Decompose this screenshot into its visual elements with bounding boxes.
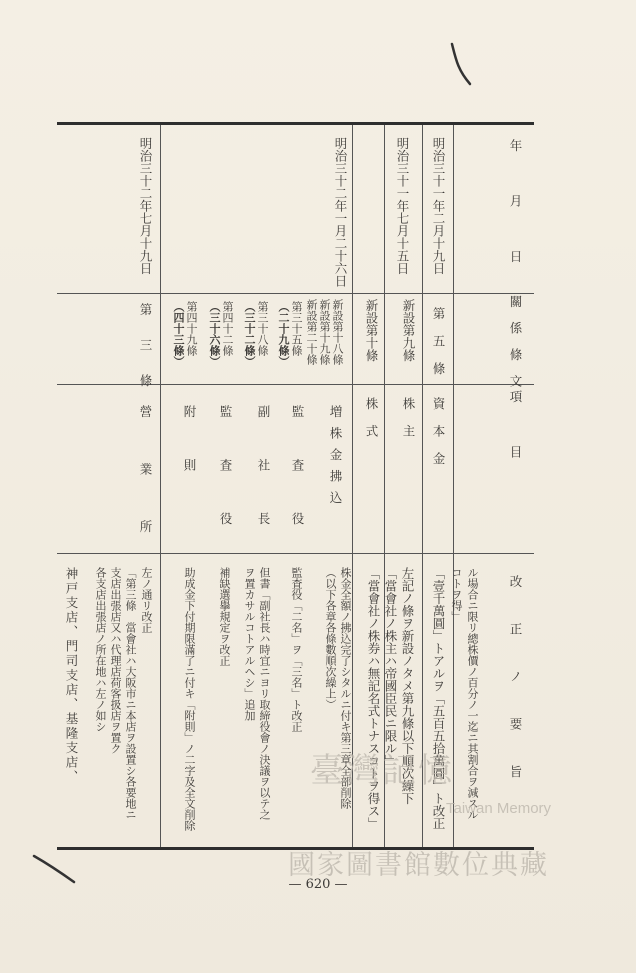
row-article-new-number: （四十三條） xyxy=(172,301,185,367)
row-item: 監 査 役 xyxy=(218,405,233,538)
row-article: 新設第二十條 xyxy=(305,299,318,365)
summary-line: 神戸支店、門司支店、基隆支店、 xyxy=(64,567,79,785)
col-border xyxy=(352,125,353,847)
summary-line: 但書「副社長ハ時宜ニヨリ取締役會ノ決議ヲ以テ之 xyxy=(258,567,271,820)
col-border xyxy=(422,125,423,847)
amendment-table xyxy=(57,122,534,850)
summary-line: 各支店出張店ノ所在地ハ左ノ如シ xyxy=(94,567,107,732)
row-date: 明治三十一年七月十五日 xyxy=(395,137,410,275)
row-article: 新設第十條 xyxy=(364,299,379,362)
page-number: — 620 — xyxy=(288,877,348,892)
summary-line: コトヲ得」 xyxy=(450,567,463,622)
summary-line: 「壹千萬圓」トアルヲ「五百五拾萬圓」ト改正 xyxy=(431,567,446,830)
row-article-new-number: （二十九條） xyxy=(277,301,290,367)
row-article: 新設第十九條 xyxy=(318,299,331,365)
header-date: 年 月 日 xyxy=(508,139,523,277)
header-item: 項 目 xyxy=(508,390,523,472)
paper-crease-top xyxy=(448,40,478,90)
row-article: 新設第十八條 xyxy=(331,299,344,365)
summary-line: （以下各章各條數順次繰上） xyxy=(324,567,337,710)
row-item: 資 本 金 xyxy=(431,397,446,465)
watermark-title: 臺灣記憶 xyxy=(310,751,454,791)
row-border xyxy=(57,293,534,294)
row-item: 附 則 xyxy=(182,405,197,484)
row-article: 新設第九條 xyxy=(401,299,416,362)
row-item: 株 主 xyxy=(401,397,416,437)
summary-line: 「當會社ノ株主ハ帝國臣民ニ限ル」 xyxy=(383,567,398,767)
col-border xyxy=(160,125,161,847)
row-article: 第三十五條 xyxy=(290,301,303,356)
summary-line: 左記ノ條ヲ新設ノタメ第九條以下順次繰下 xyxy=(400,567,415,805)
row-item: 營 業 所 xyxy=(138,405,153,548)
watermark-org: 國家圖書館數位典藏 xyxy=(288,850,549,881)
summary-line: 監査役「二名」ヲ「三名」ト改正 xyxy=(290,567,303,732)
header-article: 關係條文 xyxy=(508,295,523,401)
row-item: 増株金拂込 xyxy=(328,405,343,513)
summary-line: 「第三條 當會社ハ大阪市ニ本店ヲ設置シ各要地ニ xyxy=(124,567,137,820)
row-item: 監 査 役 xyxy=(290,405,305,538)
row-date: 明治三十一年二月十九日 xyxy=(431,137,446,275)
row-article: 第三十八條 xyxy=(256,301,269,356)
row-date: 明治三十二年一月二十六日 xyxy=(333,137,348,287)
row-border xyxy=(57,384,534,385)
summary-line: ル場合ニ限リ總株價ノ百分ノ一迄ニ其割合ヲ減スル xyxy=(466,567,479,820)
row-article: 第 三 條 xyxy=(138,303,153,391)
row-border xyxy=(57,553,534,554)
header-summary: 改 正 ノ 要 旨 xyxy=(508,575,523,788)
row-article: 第四十二條 xyxy=(221,301,234,356)
watermark-english: Taiwan Memory xyxy=(446,800,552,817)
summary-line: ヲ置カサルコトアルヘシ」追加 xyxy=(243,567,256,721)
summary-line: 左ノ通リ改正 xyxy=(140,567,153,633)
row-article: 第 五 條 xyxy=(431,307,446,375)
row-item: 株 式 xyxy=(364,397,379,437)
summary-line: 支店出張店又ハ代理店荷客扱店ヲ置ク xyxy=(109,567,122,754)
summary-line: 「當會社ノ株券ハ無記名式トナスコトヲ得ス」 xyxy=(366,567,381,830)
col-border xyxy=(453,125,454,847)
summary-line: 助成金下付期限滿了ニ付キ「附則」ノ二字及全文削除 xyxy=(183,567,196,831)
row-article-new-number: （三十二條） xyxy=(243,301,256,367)
row-article: 第四十九條 xyxy=(185,301,198,356)
summary-line: 株金全額ノ拂込完了シタルニ付キ第三章全部削除 xyxy=(339,567,352,809)
summary-line: 補缺選擧規定ヲ改正 xyxy=(218,567,231,666)
row-date: 明治三十二年七月十九日 xyxy=(138,137,153,275)
row-article-new-number: （三十六條） xyxy=(208,301,221,367)
row-item: 副 社 長 xyxy=(256,405,271,538)
